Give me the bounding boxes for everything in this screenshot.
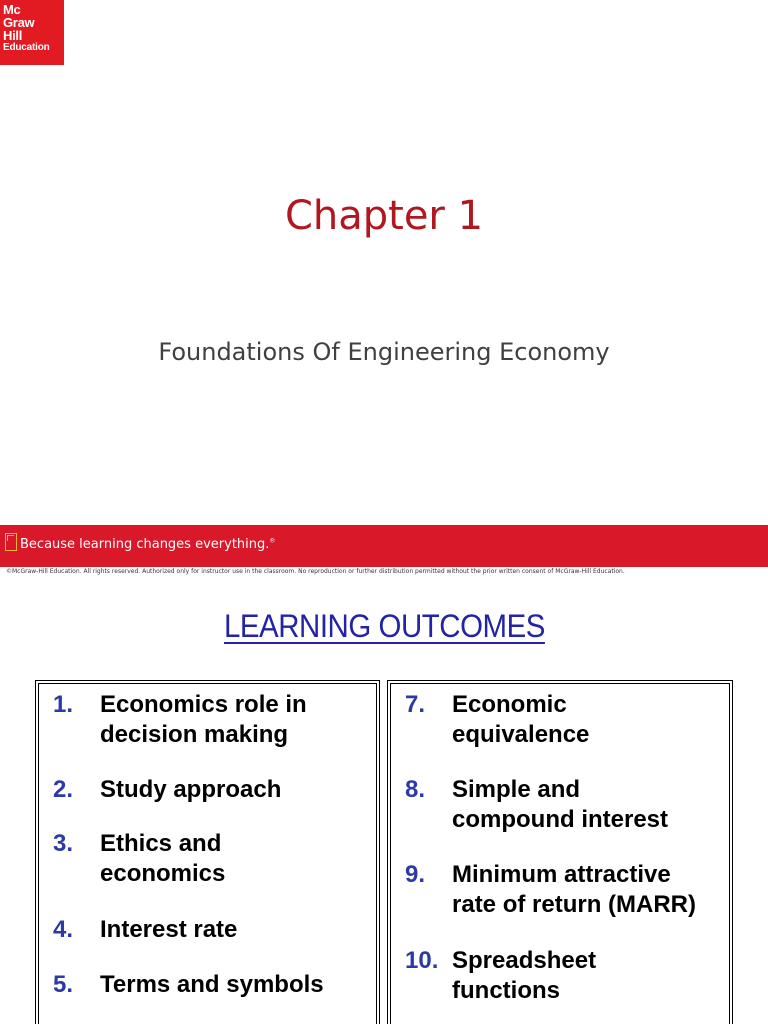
item-text [452, 775, 668, 835]
logo-line: Graw [3, 15, 35, 30]
copyright-notice: ©McGraw-Hill Education. All rights reserved. Authorized only for instructor use in the classroom. No reproduction or further distribution permitted without the prior written consent of McGraw-Hill Education. [6, 568, 625, 575]
item-number: 2. [53, 776, 74, 803]
logo-line: Hill [3, 28, 23, 43]
chapter-title: Chapter 1 [284, 193, 484, 239]
item-number: 1. [53, 691, 74, 718]
item-number: 9. [405, 861, 426, 888]
item-line: Minimum attractive [452, 861, 671, 888]
item-text [452, 860, 696, 920]
item-line: compound interest [452, 806, 669, 833]
mcgraw-hill-logo [0, 0, 64, 65]
tagline-band [0, 525, 768, 567]
item-number: 8. [405, 776, 426, 803]
outcomes-box-right [387, 680, 733, 1024]
item-text: Interest rate [100, 916, 238, 943]
learning-outcomes-heading [0, 608, 768, 645]
item-line: Economic [452, 691, 567, 718]
registered-mark: ® [269, 537, 276, 545]
item-line: rate of return (MARR) [452, 891, 696, 918]
item-line: Spreadsheet [452, 947, 597, 974]
item-text: Study approach [100, 776, 282, 803]
item-number: 5. [53, 971, 74, 998]
item-line: Ethics and [100, 830, 222, 857]
item-number: 4. [53, 916, 74, 943]
book-icon [5, 533, 17, 551]
item-line: equivalence [452, 721, 590, 748]
logo-line: Mc [3, 2, 21, 17]
item-text: Terms and symbols [100, 971, 324, 998]
item-text [452, 946, 596, 1006]
chapter-subtitle: Foundations Of Engineering Economy [158, 338, 610, 366]
item-number: 3. [53, 830, 74, 857]
heading-text: LEARNING OUTCOMES [223, 608, 545, 644]
item-line: economics [100, 860, 226, 887]
item-text [452, 690, 589, 750]
item-number: 10. [405, 947, 439, 974]
logo-line: Education [3, 42, 50, 53]
tagline [20, 537, 275, 552]
item-line: Simple and [452, 776, 581, 803]
item-number: 7. [405, 691, 426, 718]
item-line: decision making [100, 721, 289, 748]
item-text [100, 829, 225, 889]
item-line: functions [452, 977, 560, 1004]
outcomes-box-left [35, 680, 380, 1024]
item-line: Economics role in [100, 691, 307, 718]
item-text [100, 690, 307, 750]
tagline-text: Because learning changes everything. [20, 537, 270, 552]
